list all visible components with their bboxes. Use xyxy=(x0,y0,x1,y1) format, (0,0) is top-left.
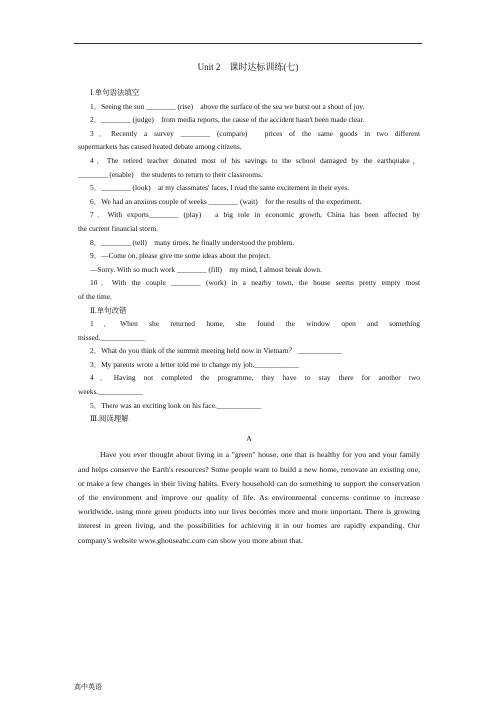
correction-1: 1．When she returned home, she found the window open and something xyxy=(90,319,420,329)
question-2: 2．________ (judge) from media reports, the cause of the accident hasn't been made clear. xyxy=(90,115,365,125)
correction-1-cont: missed.____________ xyxy=(78,332,145,342)
question-3: 3．Recently a survey ________ (compare) prices of the same goods in two different xyxy=(90,128,420,138)
worksheet-body xyxy=(78,86,420,548)
question-7: 7．With exports________ (play) a big role in economic growth, China has been affected by xyxy=(90,210,420,220)
footer-label: 高中英语 xyxy=(74,683,102,691)
correction-5: 5．There was an exciting look on his face.____________ xyxy=(90,400,262,410)
question-9-reply: —Sorry. With so much work ________ (fill) my mind, I almost break down. xyxy=(90,264,322,274)
question-8: 8．________ (tell) many times, he finally understood the problem. xyxy=(90,237,295,247)
question-5: 5．________ (look) at my classmates' faces, I read the same excitement in their eyes. xyxy=(90,183,350,193)
correction-4: 4．Having not completed the programme, they have to stay there for another two xyxy=(90,373,420,383)
passage-label: A xyxy=(246,433,252,443)
correction-4-cont: weeks.____________ xyxy=(78,387,143,397)
reading-passage: Have you ever thought about living in a "green" house, one that is healthy for you and your family and helps conserve the Earth's resources? Some people want to build a new home, renovate an existing one, or make a few changes in their living habits. Every household can do something to support the conservation of the environment and improve our quality of life. As environmental concerns continue to increase worldwide, using more green products into our lives becomes more and more important. There is growing interest in green living, and the possibilities for achieving it in our homes are rapidly expanding. Our company's website www.ghouseabc.com can show you more about that. xyxy=(78,450,420,545)
correction-2: 2．What do you think of the summit meeting held now in Vietnam？ ____________ xyxy=(90,346,342,356)
question-3-cont: supermarkets has caused heated debate among citizens. xyxy=(78,142,242,152)
section-2-heading: Ⅱ.单句改错 xyxy=(90,305,127,315)
question-10: 10．With the couple ________ (work) in a nearby town, the house seems pretty empty most xyxy=(90,278,420,288)
question-7-cont: the current financial storm. xyxy=(78,223,159,233)
question-4-cont: ________ (enable) the students to return to their classrooms. xyxy=(78,169,263,179)
question-6: 6．We had an anxious couple of weeks ________ (wait) for the results of the experiment. xyxy=(90,196,362,206)
page-title: Unit 2 课时达标训练(七) xyxy=(197,62,299,72)
question-1: 1．Seeing the sun ________ (rise) above the surface of the sea we burst out a shout of joy. xyxy=(90,101,365,111)
question-4: 4．The retired teacher donated most of his savings to the school damaged by the earthquake， xyxy=(90,155,420,165)
section-1-heading: Ⅰ.单句语法填空 xyxy=(90,88,140,97)
header-rule xyxy=(74,43,422,44)
correction-3: 3．My parents wrote a letter told me to change my job.____________ xyxy=(90,359,299,369)
question-10-cont: of the time. xyxy=(78,291,112,301)
question-9: 9．—Come on, please give me some ideas about the project. xyxy=(90,251,271,261)
section-3-heading: Ⅲ.阅读理解 xyxy=(90,414,129,424)
